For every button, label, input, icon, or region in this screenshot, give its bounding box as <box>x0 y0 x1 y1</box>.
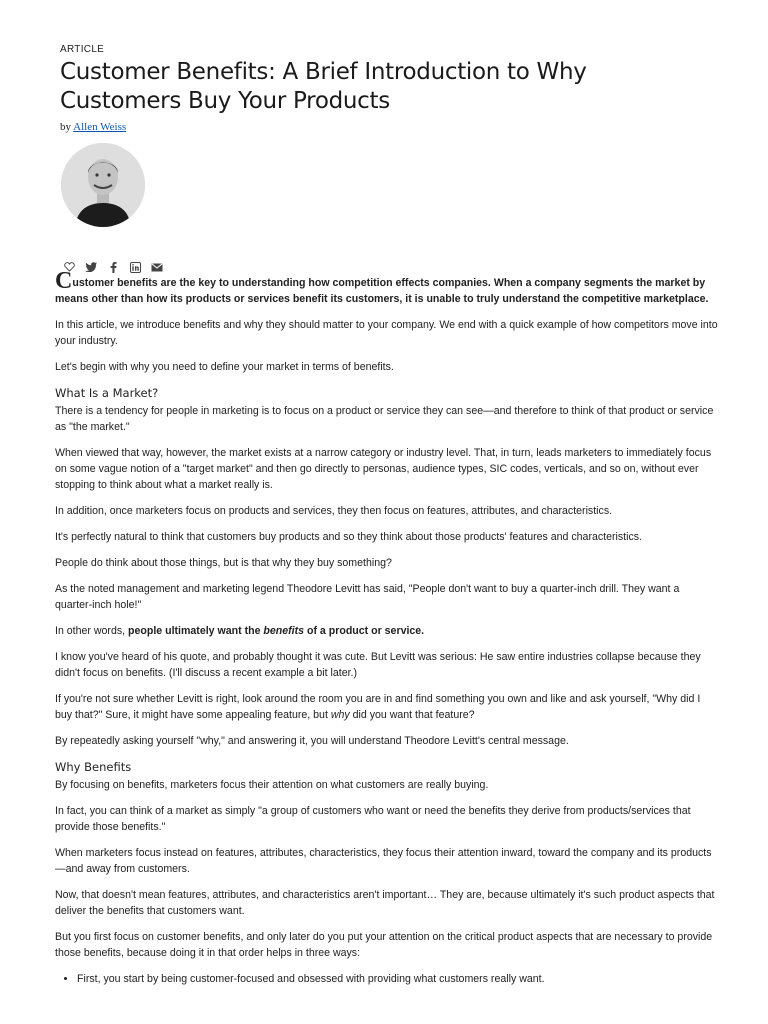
paragraph: Let's begin with why you need to define your market in terms of benefits. <box>55 361 394 373</box>
share-bar <box>63 261 163 273</box>
paragraph <box>55 691 718 723</box>
paragraph: By focusing on benefits, marketers focus their attention on what customers are really buying. <box>55 779 489 791</box>
twitter-icon[interactable] <box>85 261 97 273</box>
paragraph: In fact, you can think of a market as simply "a group of customers who want or need the benefits they derive from products/services that provide those benefits." <box>55 805 691 833</box>
article-body <box>55 268 718 987</box>
paragraph: It's perfectly natural to think that customers buy products and so they think about those products' features and characteristics. <box>55 531 643 543</box>
text-run: If you're not sure whether Levitt is right, look around the room you are in and find something you own and like and ask yourself, "Why did I buy that?" Sure, it might have some appealing feature, but <box>55 693 701 721</box>
lead-text: ustomer benefits are the key to understanding how competition effects companies. When a company segments the market by means other than how its products or services benefit its customers, it is unable to truly understand the competitive marketplace. <box>55 277 709 305</box>
paragraph: In this article, we introduce benefits and why they should matter to your company. We end with a quick example of how competitors move into your industry. <box>55 319 718 347</box>
author-photo-icon <box>61 143 145 227</box>
facebook-icon[interactable] <box>107 261 119 273</box>
paragraph <box>55 623 718 639</box>
text-run: people ultimately want the <box>128 625 264 637</box>
author-avatar <box>61 143 145 227</box>
email-icon[interactable] <box>151 261 163 273</box>
drop-cap: C <box>55 268 73 294</box>
paragraph: People do think about those things, but is that why they buy something? <box>55 557 392 569</box>
paragraph: When marketers focus instead on features, attributes, characteristics, they focus their attention inward, toward the company and its products—and away from customers. <box>55 847 712 875</box>
benefit-list <box>55 971 718 987</box>
text-run: benefits <box>263 625 305 637</box>
paragraph: By repeatedly asking yourself "why," and answering it, you will understand Theodore Levitt's central message. <box>55 735 569 747</box>
emphasis <box>128 625 424 637</box>
paragraph: In addition, once marketers focus on products and services, they then focus on features, attributes, and characteristics. <box>55 505 613 517</box>
page-title: Customer Benefits: A Brief Introduction to Why Customers Buy Your Products <box>60 59 587 114</box>
list-item: • First, you start by being customer-focused and obsessed with providing what customers really want. <box>77 971 718 987</box>
text-run: why <box>330 709 350 721</box>
text-run: did you want that feature? <box>349 709 475 721</box>
text-run: of a product or service. <box>304 625 425 637</box>
paragraph: But you first focus on customer benefits, and only later do you put your attention on the critical product aspects that are necessary to provide those benefits, because doing it in that order helps in three ways: <box>55 931 713 959</box>
author-link[interactable]: Allen Weiss <box>73 121 127 133</box>
paragraph: There is a tendency for people in marketing is to focus on a product or service they can see—and therefore to think of that product or service as "the market." <box>55 405 714 433</box>
paragraph: Now, that doesn't mean features, attributes, and characteristics aren't important… They are, because ultimately it's such product aspects that deliver the benefits that customers want. <box>55 889 715 917</box>
paragraph: I know you've heard of his quote, and probably thought it was cute. But Levitt was serious: He saw entire industries collapse because they didn't focus on benefits. (I'll discuss a recent example a bit later.) <box>55 651 701 679</box>
section-heading-benefits: Why Benefits <box>55 760 132 774</box>
paragraph: When viewed that way, however, the market exists at a narrow category or industry level. That, in turn, leads marketers to immediately focus on some vague notion of a "target market" and then go directly to personas, audience types, SIC codes, verticals, and so on, without ever stopping to think about what a market really is. <box>55 447 712 491</box>
article-kicker: ARTICLE <box>60 44 105 55</box>
paragraph: As the noted management and marketing legend Theodore Levitt has said, "People don't want to buy a quarter-inch drill. They want a quarter-inch hole!" <box>55 583 680 611</box>
section-heading-market: What Is a Market? <box>55 386 159 400</box>
byline-prefix: by <box>60 121 71 133</box>
text-run: In other words, <box>55 625 129 637</box>
lead-paragraph <box>55 268 718 307</box>
linkedin-icon[interactable] <box>129 261 141 273</box>
byline <box>60 121 126 133</box>
